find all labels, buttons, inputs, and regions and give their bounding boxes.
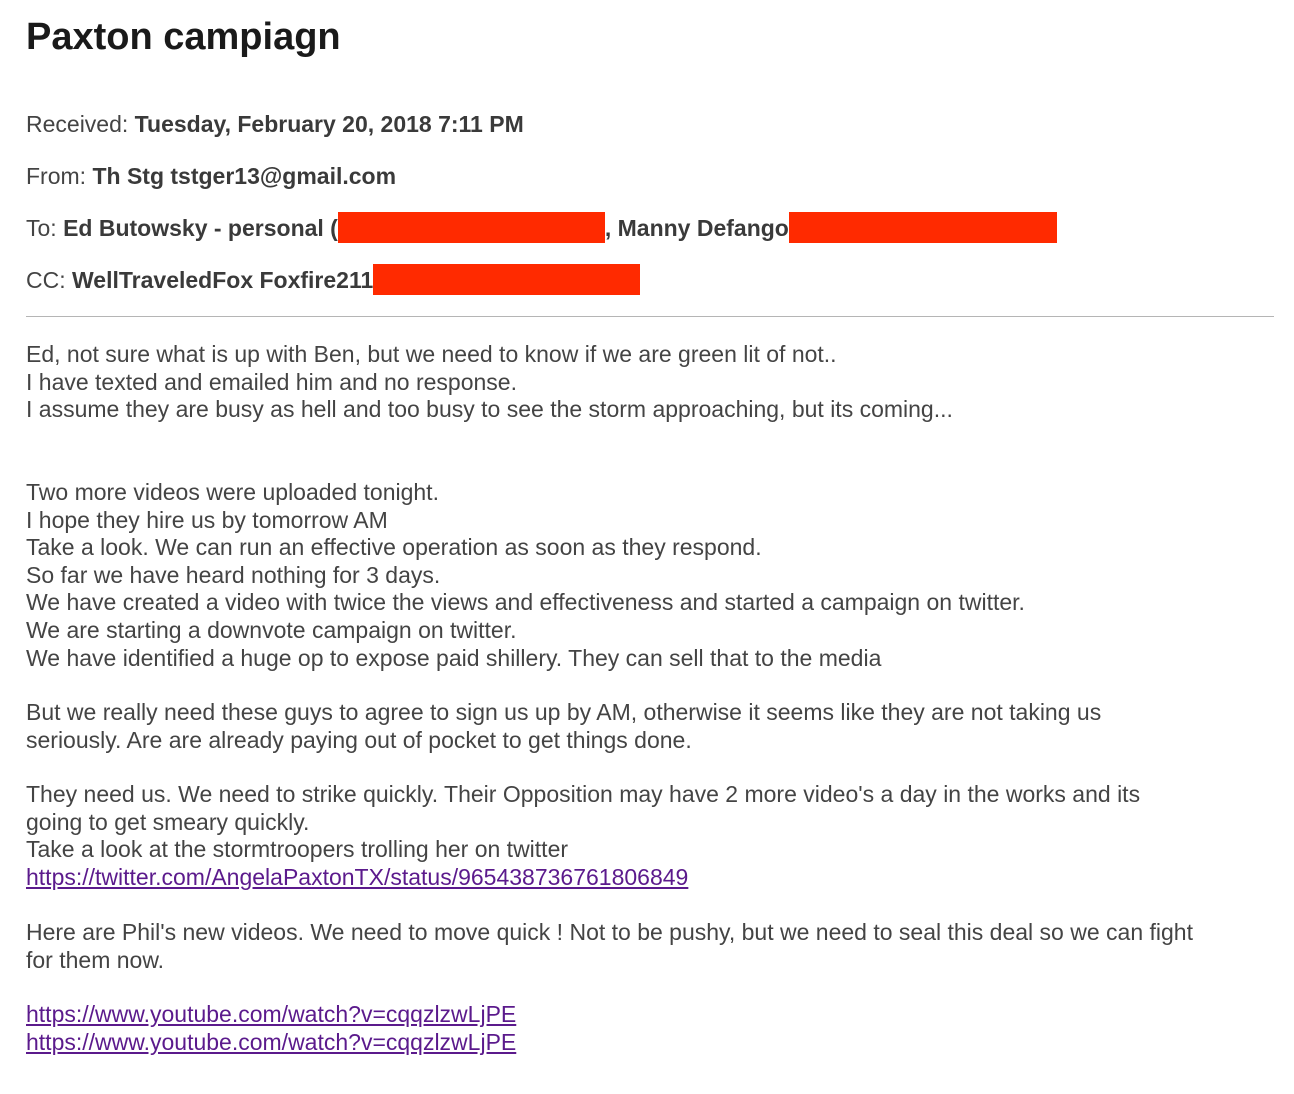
body-line: We have created a video with twice the views and effectiveness and started a campaign on twitter. — [26, 589, 1025, 616]
to-label: To: — [26, 215, 57, 241]
body-paragraph-3 — [26, 699, 1101, 754]
redaction-block — [373, 264, 640, 295]
cc-label: CC: — [26, 267, 66, 293]
cc-recipient-1[interactable]: WellTraveledFox Foxfire211 — [72, 267, 374, 293]
body-line: going to get smeary quickly. — [26, 808, 310, 835]
redaction-block — [338, 212, 605, 243]
body-paragraph-1 — [26, 341, 953, 424]
body-line: But we really need these guys to agree to sign us up by AM, otherwise it seems like they are not taking us — [26, 699, 1102, 725]
body-line: We have identified a huge op to expose paid shillery. They can sell that to the media — [26, 644, 882, 671]
to-row — [26, 213, 1057, 243]
body-paragraph-2 — [26, 479, 1025, 672]
received-value: Tuesday, February 20, 2018 7:11 PM — [134, 111, 524, 137]
to-recipient-1[interactable]: Ed Butowsky - personal ( — [63, 215, 338, 241]
to-recipient-2[interactable]: , Manny Defango — [604, 215, 789, 241]
body-line: I have texted and emailed him and no response. — [26, 368, 517, 395]
cc-row — [26, 265, 640, 295]
body-line: Take a look. We can run an effective operation as soon as they respond. — [26, 534, 762, 561]
body-line: for them now. — [26, 946, 165, 973]
body-line: Two more videos were uploaded tonight. — [26, 479, 439, 505]
body-line: I hope they hire us by tomorrow AM — [26, 506, 388, 533]
received-row — [26, 109, 524, 139]
body-line: Take a look at the stormtroopers trolling her on twitter — [26, 836, 569, 863]
from-value[interactable]: Th Stg tstger13@gmail.com — [92, 163, 397, 189]
body-line: They need us. We need to strike quickly. Their Opposition may have 2 more video's a day in the works and its — [26, 781, 1141, 807]
email-subject: Paxton campiagn — [26, 16, 341, 58]
body-paragraph-4 — [26, 781, 1140, 891]
youtube-link[interactable]: https://www.youtube.com/watch?v=cqqzlzwLjPE — [26, 1028, 517, 1055]
youtube-link[interactable]: https://www.youtube.com/watch?v=cqqzlzwLjPE — [26, 1001, 517, 1027]
body-line: Here are Phil's new videos. We need to move quick ! Not to be pushy, but we need to seal this deal so we can fight — [26, 919, 1193, 945]
twitter-link[interactable]: https://twitter.com/AngelaPaxtonTX/status/965438736761806849 — [26, 863, 689, 890]
body-line: Ed, not sure what is up with Ben, but we need to know if we are green lit of not.. — [26, 341, 837, 367]
header-divider — [26, 316, 1274, 317]
received-label: Received: — [26, 111, 129, 137]
body-line: We are starting a downvote campaign on twitter. — [26, 616, 517, 643]
body-line: So far we have heard nothing for 3 days. — [26, 561, 441, 588]
from-row — [26, 161, 396, 191]
body-line: I assume they are busy as hell and too busy to see the storm approaching, but its coming... — [26, 396, 953, 423]
from-label: From: — [26, 163, 87, 189]
body-line: seriously. Are are already paying out of pocket to get things done. — [26, 726, 692, 753]
redaction-block — [789, 212, 1057, 243]
body-paragraph-5 — [26, 919, 1193, 974]
video-links — [26, 1001, 516, 1056]
